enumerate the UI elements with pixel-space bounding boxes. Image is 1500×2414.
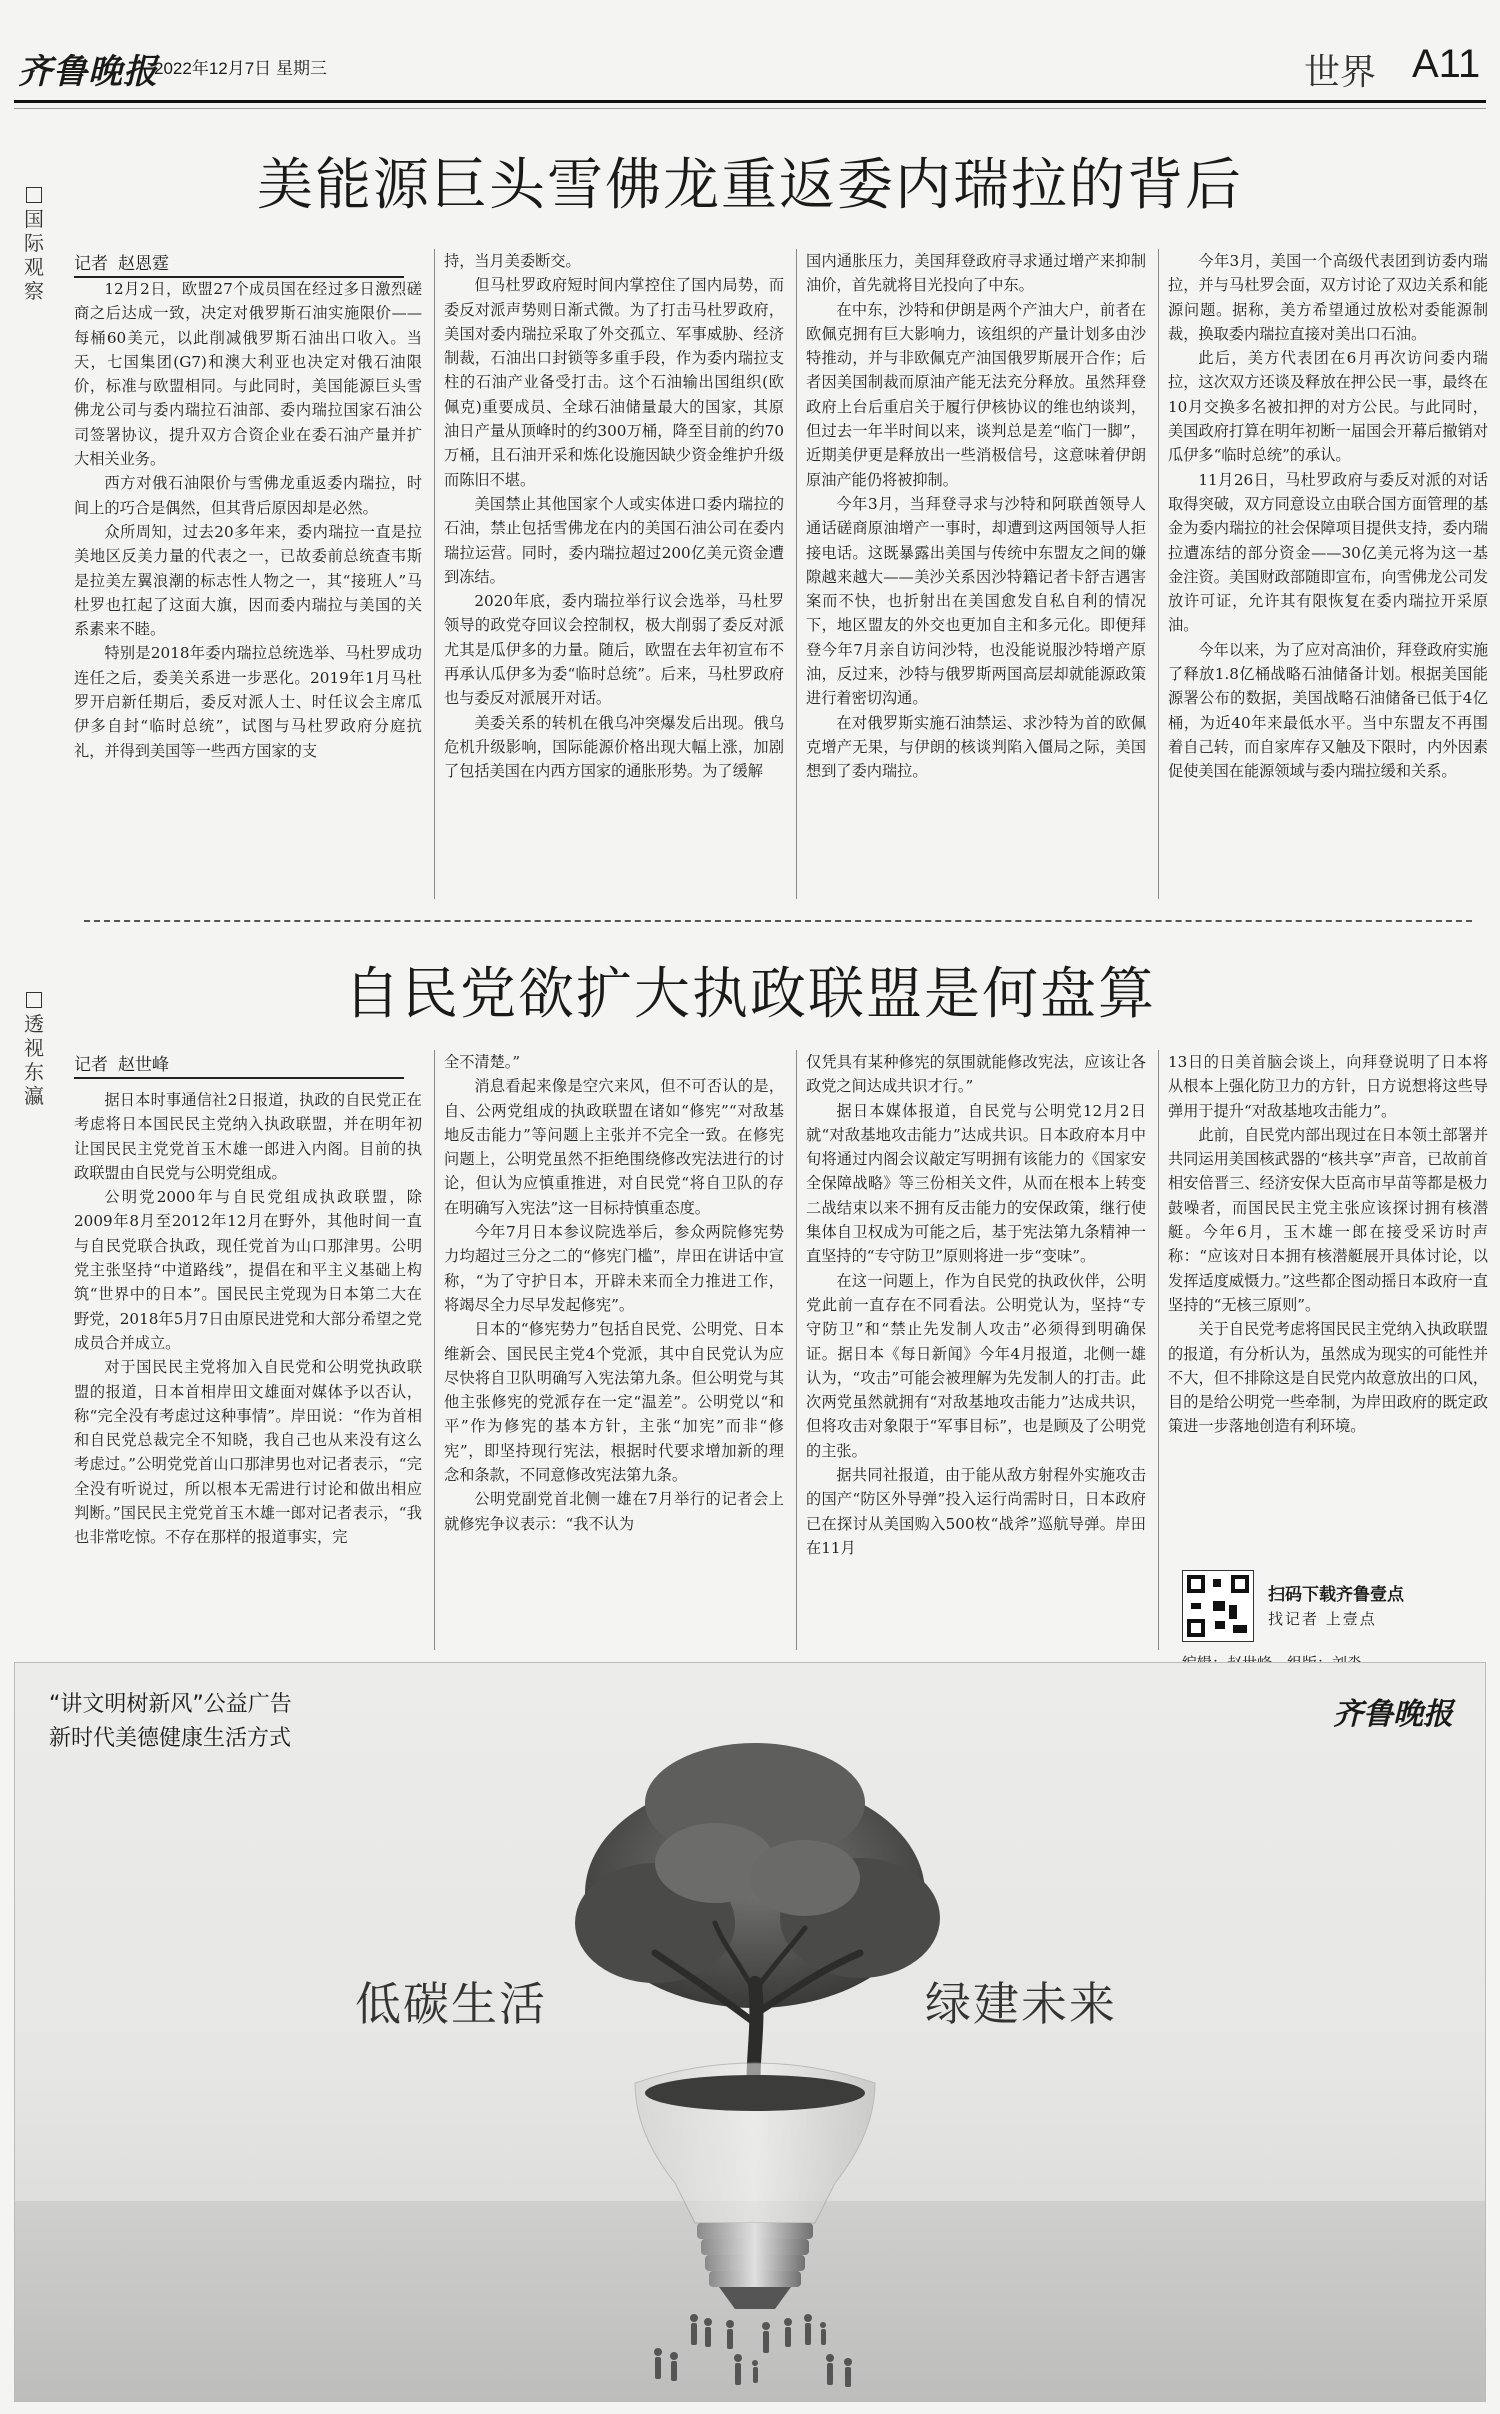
paragraph: 但马杜罗政府短时间内掌控住了国内局势，而委反对派声势则日渐式微。为了打击马杜罗政府，美国对委内瑞拉采取了外交孤立、军事威胁、经济制裁，石油出口封锁等多重手段，作为委内瑞拉支柱的石油产业备受打击。这个石油输出国组织(欧佩克)重要成员、全球石油储量最大的国家，其原油日产量从顶峰时的约300万桶，降至目前的约70万桶，且石油开采和炼化设施因缺少资金维护升级而陈旧不堪。 — [444, 276, 784, 489]
paragraph: 今年3月，当拜登寻求与沙特和阿联酋领导人通话磋商原油增产一事时，却遭到这两国领导人拒接电话。这既暴露出美国与传统中东盟友之间的嫌隙越来越大——美沙关系因沙特籍记者卡舒吉遇害案而不快，也折射出在美国愈发自私自利的情况下，地区盟友的外交也更加自主和多元化。即便拜登今年7月亲自访问沙特，也没能说服沙特增产原油，反过来，沙特与俄罗斯两国高层却就能源政策进行着密切沟通。 — [806, 494, 1146, 708]
header-rule — [14, 100, 1486, 103]
article-japan — [14, 920, 1486, 1658]
headline: 自民党欲扩大执政联盟是何盘算 — [344, 962, 1156, 1027]
ad-slogan-left: 低碳生活 — [355, 1977, 547, 2031]
paragraph: 关于自民党考虑将国民民主党纳入执政联盟的报道，有分析认为，虽然成为现实的可能性并不大，但不排除这是自民党内故意放出的口风，目的是给公明党一些牵制，为岸田政府的既定政策进一步落地创造有利环境。 — [1168, 1320, 1488, 1436]
column-divider — [434, 249, 435, 899]
paragraph: 西方对俄石油限价与雪佛龙重返委内瑞拉，时间上的巧合是偶然，但其背后原因却是必然。 — [74, 474, 422, 517]
article-column — [444, 249, 784, 897]
article-column — [74, 277, 422, 897]
paragraph: 国内通胀压力，美国拜登政府寻求通过增产来抑制油价，首先就将目光投向了中东。 — [806, 252, 1146, 295]
qr-subcaption: 找记者 上壹点 — [1268, 1610, 1377, 1628]
ad-slogan-right: 绿建未来 — [925, 1977, 1117, 2031]
paragraph: 在这一问题上，作为自民党的执政伙伴，公明党此前一直存在不同看法。公明党认为，坚持“专守防卫”和“禁止先发制人攻击”必须得到明确保证。据日本《每日新闻》今年4月报道，北侧一雄认为，“攻击”可能会被理解为先发制人的打击。此次两党虽然就拥有“对敌基地攻击能力”达成共识，但将攻击对象限于“军事目标”，也是顾及了公明党的主张。 — [806, 1271, 1146, 1460]
article-column — [806, 1050, 1146, 1648]
qr-corner — [1231, 1575, 1249, 1593]
people-group — [654, 2314, 852, 2387]
newspaper-logo: 齐鲁晚报 — [18, 52, 158, 92]
paragraph: 在中东，沙特和伊朗是两个产油大户，前者在欧佩克拥有巨大影响力，该组织的产量计划多由沙特推动，并与非欧佩克产油国俄罗斯展开合作；后者因美国制裁而原油产能无法充分释放。虽然拜登政府上台后重启关于履行伊核协议的维也纳谈判，但过去一年半时间以来，谈判总是差“临门一脚”，近期美伊更是释放出一些消极信号，这意味着伊朗原油产能仍将被抑制。 — [806, 300, 1146, 489]
paragraph: 美国禁止其他国家个人或实体进口委内瑞拉的石油，禁止包括雪佛龙在内的美国石油公司在委内瑞拉运营。同时，委内瑞拉超过200亿美元资金遭到冻结。 — [444, 494, 784, 586]
paragraph: 消息看起来像是空穴来风，但不可否认的是，自、公两党组成的执政联盟在诸如“修宪”“对敌基地反击能力”等问题上主张并不完全一致。在修宪问题上，公明党虽然不拒绝围绕修改宪法进行的讨论，但认为应慎重推进，对自民党“将自卫队的存在明确写入宪法”这一目标持慎重态度。 — [444, 1077, 784, 1217]
column-divider — [1158, 249, 1159, 899]
byline: 记者 赵世峰 — [74, 1050, 404, 1079]
paragraph: 对于国民民主党将加入自民党和公明党执政联盟的报道，日本首相岸田文雄面对媒体予以否认，称“完全没有考虑过这种事情”。岸田说：“作为首相和自民党总裁完全不知晓，我自己也从来没有这么考虑过。”公明党党首山口那津男也对记者表示，“完全没有听说过，所以根本无需进行讨论和做出相应判断。”国民民主党党首玉木雄一郎对记者表示，“我也非常吃惊。不存在那样的报道事实，完 — [74, 1358, 422, 1547]
paragraph: 11月26日，马杜罗政府与委反对派的对话取得突破，双方同意设立由联合国方面管理的基金为委内瑞拉的社会保障项目提供支持，委内瑞拉遭冻结的部分资金——30亿美元将为这一基金注资。美国财政部随即宣布，向雪佛龙公司发放许可证，允许其有限恢复在委内瑞拉开采原油。 — [1168, 470, 1488, 635]
article-column — [74, 1088, 422, 1648]
paragraph: 全不清楚。” — [444, 1053, 521, 1071]
column-tag-international: 国 际 观 察 — [22, 187, 46, 303]
reporter-name: 赵世峰 — [118, 1055, 169, 1075]
column-tag-japan: 透 视 东 瀛 — [22, 992, 46, 1108]
public-service-ad — [14, 1662, 1486, 2402]
column-divider — [434, 1050, 435, 1650]
headline: 美能源巨头雪佛龙重返委内瑞拉的背后 — [257, 153, 1243, 218]
paragraph: 美委关系的转机在俄乌冲突爆发后出现。俄乌危机升级影响，国际能源价格出现大幅上涨，加剧了包括美国在内西方国家的通胀形势。为了缓解 — [444, 713, 784, 781]
paragraph: 据共同社报道，由于能从敌方射程外实施攻击的国产“防区外导弹”投入运行尚需时日，日本政府已在探讨从美国购入500枚“战斧”巡航导弹。岸田在11月 — [806, 1466, 1146, 1557]
qr-corner — [1187, 1575, 1205, 1593]
paragraph: 据日本时事通信社2日报道，执政的自民党正在考虑将日本国民民主党纳入执政联盟，并在明年初让国民民主党党首玉木雄一郎进入内阁。目前的执政联盟由自民党与公明党组成。 — [74, 1091, 422, 1182]
paragraph: 据日本媒体报道，自民党与公明党12月2日就“对敌基地攻击能力”达成共识。日本政府本月中旬将通过内阁会议敲定写明拥有该能力的《国家安全保障战略》等三份相关文件，从而在根本上转变二战结束以来不拥有反击能力的安保政策，继行使集体自卫权成为可能之后，基于宪法第九条精神一直坚持的“专守防卫”原则将进一步“变味”。 — [806, 1101, 1146, 1266]
paragraph: 持，当月美委断交。 — [444, 252, 581, 270]
soil — [645, 2075, 865, 2111]
paragraph: 今年3月，美国一个高级代表团到访委内瑞拉，并与马杜罗会面，双方讨论了双边关系和能源问题。据称，美方希望通过放松对委能源制裁，换取委内瑞拉直接对美出口石油。 — [1168, 252, 1488, 343]
reporter-name: 赵恩霆 — [118, 254, 169, 274]
paragraph: 此后，美方代表团在6月再次访问委内瑞拉，这次双方还谈及释放在押公民一事，最终在10月交换多名被扣押的对方公民。与此同时，美国政府打算在明年初断一届国会开幕后撤销对瓜伊多“临时总统”的承认。 — [1168, 349, 1488, 465]
ad-tagline: “讲文明树新风”公益广告 — [49, 1692, 292, 1717]
qr-caption: 扫码下载齐鲁壹点 — [1268, 1585, 1404, 1605]
paragraph: 在对俄罗斯实施石油禁运、求沙特为首的欧佩克增产无果，与伊朗的核谈判陷入僵局之际，美国想到了委内瑞拉。 — [806, 713, 1146, 781]
column-divider — [796, 1050, 797, 1650]
article-column — [444, 1050, 784, 1648]
article-column — [806, 249, 1146, 897]
paragraph: 13日的日美首脑会谈上，向拜登说明了日本将从根本上强化防卫力的方针，日方说想将这些导弹用于提升“对敌基地攻击能力”。 — [1168, 1053, 1488, 1120]
tree-bulb-illustration — [15, 1663, 1486, 2402]
section-name: 世界 — [1304, 52, 1377, 93]
paragraph: 公明党副党首北侧一雄在7月举行的记者会上就修宪争议表示：“我不认为 — [444, 1490, 784, 1533]
article-column — [1168, 1050, 1488, 1550]
paragraph: 2020年底，委内瑞拉举行议会选举，马杜罗领导的政党夺回议会控制权，极大削弱了委反对派尤其是瓜伊多的力量。随后，欧盟在去年初宣布不再承认瓜伊多为委“临时总统”。后来，马杜罗政府也与委反对派展开对话。 — [444, 592, 784, 708]
qr-corner — [1187, 1619, 1205, 1637]
paragraph: 众所周知，过去20多年来，委内瑞拉一直是拉美地区反美力量的代表之一，已故委前总统查韦斯是拉美左翼浪潮的标志性人物之一，其“接班人”马杜罗也扛起了这面大旗，因而委内瑞拉与美国的关系素来不睦。 — [74, 522, 422, 639]
tree-canopy — [575, 1743, 940, 2008]
column-divider — [1158, 1050, 1159, 1650]
issue-weekday: 星期三 — [276, 59, 327, 78]
article-venezuela — [14, 108, 1486, 916]
paragraph: 仅凭具有某种修宪的氛围就能修改宪法，应该让各政党之间达成共识才行。” — [806, 1053, 1146, 1096]
byline: 记者 赵恩霆 — [74, 249, 404, 278]
bulb-base — [697, 2223, 813, 2309]
article-separator — [84, 920, 1472, 922]
paragraph: 今年以来，为了应对高油价，拜登政府实施了释放1.8亿桶战略石油储备计划。根据美国能源署公布的数据，美国战略石油储备已低于4亿桶，为近40年来最低水平。当中东盟友不再围着自己转，而自家库存又触及下限时，内外因素促使美国在能源领域与委内瑞拉缓和关系。 — [1168, 640, 1488, 781]
ad-newspaper-logo: 齐鲁晚报 — [1333, 1697, 1453, 1732]
paragraph: 12月2日，欧盟27个成员国在经过多日激烈磋商之后达成一致，决定对俄罗斯石油实施限价——每桶60美元，以此削减俄罗斯石油出口收入。当天，七国集团(G7)和澳大利亚也决定对俄石油限价，标准与欧盟相同。与此同时，美国能源巨头雪佛龙公司与委内瑞拉石油部、委内瑞拉国家石油公司签署协议，提升双方合资企业在委石油产量并扩大相关业务。 — [74, 280, 422, 469]
masthead — [14, 38, 1486, 100]
paragraph: 此前，自民党内部出现过在日本领土部署并共同运用美国核武器的“核共享”声音，已故前首相安倍晋三、经济安保大臣高市早苗等都是极力鼓噪者，而国民民主党主张应该探讨拥有核潜艇。今年6月，玉木雄一郎在接受采访时声称：“应该对日本拥有核潜艇展开具体讨论，以发挥适度威慑力。”这些都企图动摇日本政府一直坚持的“无核三原则”。 — [1168, 1125, 1488, 1314]
page-number: A11 — [1412, 42, 1481, 86]
column-divider — [796, 249, 797, 899]
paragraph: 日本的“修宪势力”包括自民党、公明党、日本维新会、国民民主党4个党派，其中自民党认为应尽快将自卫队明确写入宪法第九条。但公明党与其他主张修宪的党派存在一定“温差”。公明党以“和平”作为修宪的基本方针，主张“加宪”而非“修宪”，即坚持现行宪法，根据时代要求增加新的理念和条款，不同意修改宪法第九条。 — [444, 1320, 784, 1485]
paragraph: 今年7月日本参议院选举后，参众两院修宪势力均超过三分之二的“修宪门槛”，岸田在讲话中宣称，“为了守护日本，开辟未来而全力推进工作，将竭尽全力尽早发起修宪”。 — [444, 1223, 784, 1314]
paragraph: 特别是2018年委内瑞拉总统选举、马杜罗成功连任之后，委美关系进一步恶化。2019年1月马杜罗开启新任期后，委反对派人士、时任议会主席瓜伊多自封“临时总统”，试图与马杜罗政府分庭抗礼，并得到美国等一些西方国家的支 — [74, 644, 422, 760]
article-column — [1168, 249, 1488, 897]
ad-subtagline: 新时代美德健康生活方式 — [49, 1726, 292, 1751]
issue-date: 2022年12月7日 — [154, 59, 272, 78]
paragraph: 公明党2000年与自民党组成执政联盟，除2009年8月至2012年12月在野外，其他时间一直与自民党联合执政，现任党首为山口那津男。公明党主张坚持“中道路线”，提倡在和平主义基础上构筑“世界中的日本”。国民民主党现为日本第二大在野党，2018年5月7日由原民进党和大部分希望之党成员合并成立。 — [74, 1188, 422, 1352]
qr-code[interactable] — [1182, 1570, 1254, 1642]
